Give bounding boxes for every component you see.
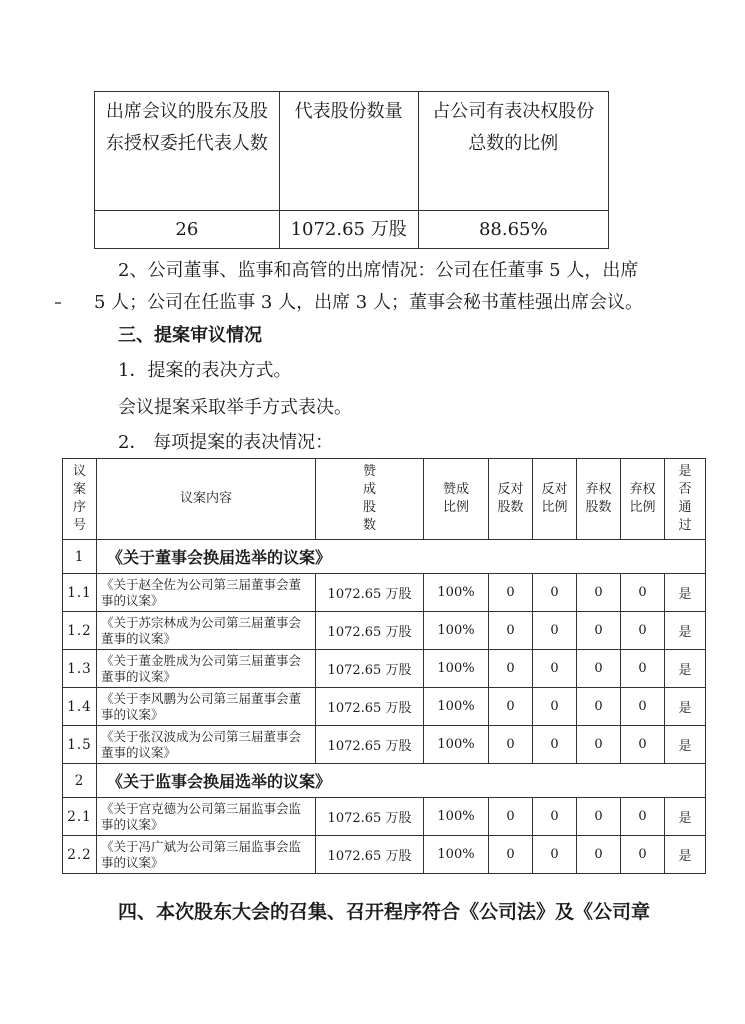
header-char: 是 — [678, 464, 692, 479]
abstain-ratio: 0 — [621, 688, 665, 726]
header-char: 赞 — [362, 464, 376, 479]
header-line: 比例 — [629, 500, 656, 515]
proposal-seq: 1.4 — [63, 688, 97, 726]
approve-ratio: 100% — [424, 688, 489, 726]
approve-ratio: 100% — [424, 726, 489, 764]
oppose-shares: 0 — [489, 612, 533, 650]
header-line: 弃权 — [629, 482, 656, 497]
header-char: 成 — [362, 482, 376, 497]
header-passed — [665, 459, 706, 540]
attendance-header-shareholders: 出席会议的股东及股东授权委托代表人数 — [95, 92, 280, 211]
header-abstain-shares — [577, 459, 621, 540]
header-char: 案 — [72, 482, 86, 497]
oppose-shares: 0 — [489, 726, 533, 764]
abstain-ratio: 0 — [621, 612, 665, 650]
approve-shares: 1072.65 万股 — [316, 650, 424, 688]
approve-shares: 1072.65 万股 — [316, 612, 424, 650]
directors-attendance-line-2: 5 人；公司在任监事 3 人，出席 3 人；董事会秘书董桂强出席会议。 — [94, 292, 643, 313]
votes-table — [62, 458, 706, 874]
proposal-seq: 2.2 — [63, 836, 97, 874]
header-approve-shares — [316, 459, 424, 540]
passed-status: 是 — [665, 688, 706, 726]
abstain-shares: 0 — [577, 612, 621, 650]
attendance-value-shares: 1072.65 万股 — [279, 211, 418, 249]
oppose-shares: 0 — [489, 574, 533, 612]
proposal-row — [63, 798, 706, 836]
header-char: 否 — [678, 482, 692, 497]
oppose-shares: 0 — [489, 798, 533, 836]
passed-status: 是 — [665, 574, 706, 612]
proposal-name: 《关于张汉波成为公司第三届董事会董事的议案》 — [97, 726, 316, 764]
attendance-table — [94, 91, 609, 249]
proposal-seq: 1.2 — [63, 612, 97, 650]
approve-ratio: 100% — [424, 612, 489, 650]
proposal-row — [63, 612, 706, 650]
header-abstain-ratio — [621, 459, 665, 540]
approve-shares: 1072.65 万股 — [316, 726, 424, 764]
margin-mark — [55, 302, 61, 304]
voting-method-body: 会议提案采取举手方式表决。 — [118, 397, 352, 418]
oppose-ratio: 0 — [533, 650, 577, 688]
approve-shares: 1072.65 万股 — [316, 574, 424, 612]
abstain-shares: 0 — [577, 798, 621, 836]
header-seq — [63, 459, 97, 540]
attendance-value-ratio: 88.65% — [418, 211, 608, 249]
oppose-ratio: 0 — [533, 612, 577, 650]
abstain-shares: 0 — [577, 574, 621, 612]
section-3-heading: 三、提案审议情况 — [118, 325, 262, 346]
header-line: 股数 — [585, 500, 612, 515]
abstain-shares: 0 — [577, 650, 621, 688]
header-line: 比例 — [541, 500, 568, 515]
header-char: 议 — [72, 464, 86, 479]
proposal-name: 《关于赵全佐为公司第三届董事会董事的议案》 — [97, 574, 316, 612]
oppose-ratio: 0 — [533, 798, 577, 836]
oppose-shares: 0 — [489, 688, 533, 726]
approve-ratio: 100% — [424, 650, 489, 688]
proposal-seq: 2.1 — [63, 798, 97, 836]
passed-status: 是 — [665, 726, 706, 764]
header-line: 反对 — [541, 482, 568, 497]
header-oppose-ratio — [533, 459, 577, 540]
attendance-header-shares: 代表股份数量 — [279, 92, 418, 211]
abstain-shares: 0 — [577, 688, 621, 726]
header-line: 弃权 — [585, 482, 612, 497]
oppose-ratio: 0 — [533, 574, 577, 612]
abstain-ratio: 0 — [621, 574, 665, 612]
header-line: 股数 — [497, 500, 524, 515]
oppose-ratio: 0 — [533, 688, 577, 726]
header-approve-ratio — [424, 459, 489, 540]
proposal-name: 《关于宫克德为公司第三届监事会监事的议案》 — [97, 798, 316, 836]
group-title: 《关于监事会换届选举的议案》 — [97, 764, 706, 798]
proposal-name: 《关于李风鹏为公司第三届董事会董事的议案》 — [97, 688, 316, 726]
header-char: 过 — [678, 518, 692, 533]
approve-ratio: 100% — [424, 574, 489, 612]
header-oppose-shares — [489, 459, 533, 540]
header-char: 数 — [362, 518, 376, 533]
proposal-group-row — [63, 764, 706, 798]
proposal-name: 《关于苏宗林成为公司第三届董事会董事的议案》 — [97, 612, 316, 650]
proposal-name: 《关于董金胜成为公司第三届董事会董事的议案》 — [97, 650, 316, 688]
header-line: 赞成 — [442, 482, 469, 497]
attendance-header-ratio: 占公司有表决权股份总数的比例 — [418, 92, 608, 211]
approve-shares: 1072.65 万股 — [316, 798, 424, 836]
attendance-value-count: 26 — [95, 211, 280, 249]
group-title: 《关于董事会换届选举的议案》 — [97, 540, 706, 574]
proposal-seq: 1.5 — [63, 726, 97, 764]
attendance-value-row — [95, 211, 609, 249]
oppose-shares: 0 — [489, 650, 533, 688]
oppose-ratio: 0 — [533, 726, 577, 764]
proposal-seq: 1.1 — [63, 574, 97, 612]
voting-method-title: 1．提案的表决方式。 — [118, 360, 292, 381]
proposal-seq: 1.3 — [63, 650, 97, 688]
group-seq: 2 — [63, 764, 97, 798]
group-seq: 1 — [63, 540, 97, 574]
proposal-row — [63, 688, 706, 726]
proposal-row — [63, 726, 706, 764]
header-char: 号 — [72, 518, 86, 533]
header-line: 反对 — [497, 482, 524, 497]
directors-attendance-line-1: 2、公司董事、监事和高管的出席情况：公司在任董事 5 人，出席 — [118, 260, 639, 281]
passed-status: 是 — [665, 612, 706, 650]
approve-shares: 1072.65 万股 — [316, 688, 424, 726]
votes-body — [63, 540, 706, 874]
passed-status: 是 — [665, 836, 706, 874]
voting-results-title: 2． 每项提案的表决情况： — [118, 432, 334, 453]
proposal-row — [63, 650, 706, 688]
passed-status: 是 — [665, 650, 706, 688]
proposal-row — [63, 574, 706, 612]
oppose-ratio: 0 — [533, 836, 577, 874]
abstain-ratio: 0 — [621, 650, 665, 688]
votes-header-row — [63, 459, 706, 540]
abstain-shares: 0 — [577, 726, 621, 764]
abstain-ratio: 0 — [621, 798, 665, 836]
passed-status: 是 — [665, 798, 706, 836]
header-char: 序 — [72, 500, 86, 515]
approve-shares: 1072.65 万股 — [316, 836, 424, 874]
header-line: 比例 — [442, 500, 469, 515]
section-4-heading: 四、本次股东大会的召集、召开程序符合《公司法》及《公司章 — [118, 901, 651, 923]
oppose-shares: 0 — [489, 836, 533, 874]
abstain-ratio: 0 — [621, 726, 665, 764]
header-char: 通 — [678, 500, 692, 515]
approve-ratio: 100% — [424, 798, 489, 836]
abstain-ratio: 0 — [621, 836, 665, 874]
approve-ratio: 100% — [424, 836, 489, 874]
proposal-group-row — [63, 540, 706, 574]
header-content: 议案内容 — [97, 459, 316, 540]
header-char: 股 — [362, 500, 376, 515]
abstain-shares: 0 — [577, 836, 621, 874]
proposal-name: 《关于冯广斌为公司第三届监事会监事的议案》 — [97, 836, 316, 874]
proposal-row — [63, 836, 706, 874]
attendance-header-row — [95, 92, 609, 211]
